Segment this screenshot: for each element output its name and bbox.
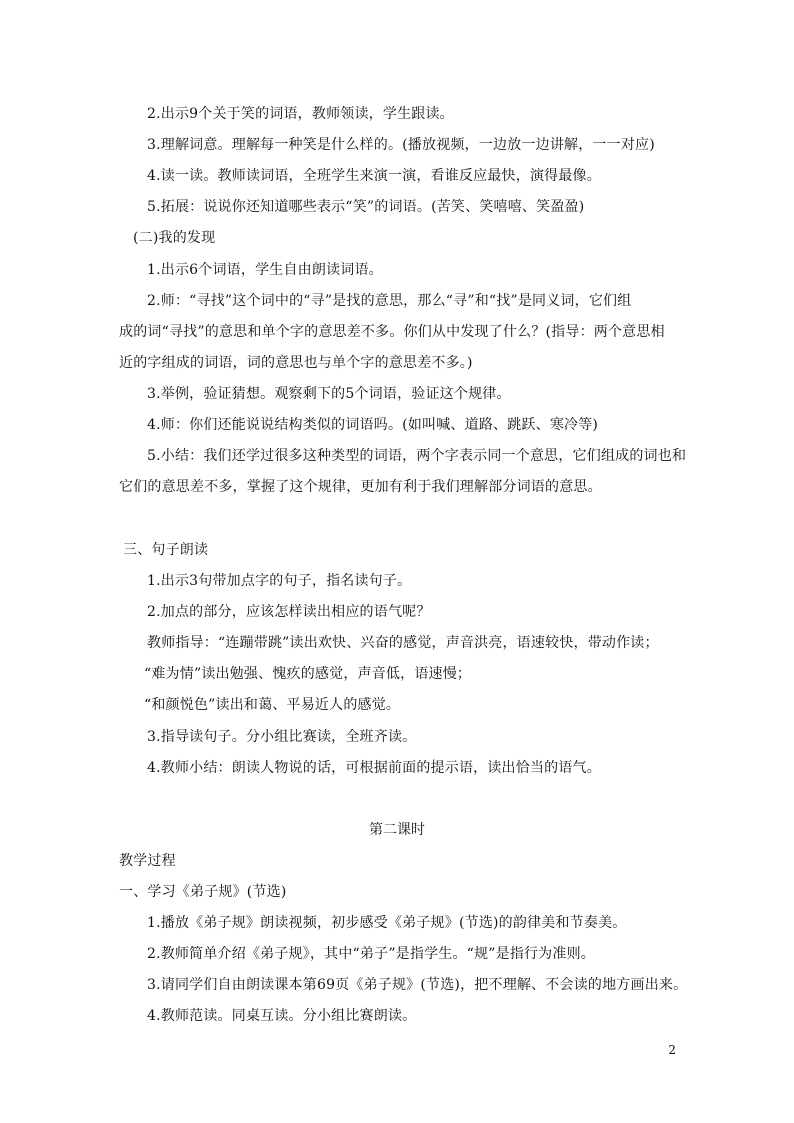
paragraph-line: 2.出示9个关于笑的词语，教师领读，学生跟读。 [147,106,454,122]
section-heading: 教学过程 [119,853,176,869]
paragraph-line: 3.理解词意。理解每一种笑是什么样的。(播放视频，一边放一边讲解，一一对应) [147,137,655,153]
paragraph-line: 它们的意思差不多，掌握了这个规律，更加有利于我们理解部分词语的意思。 [119,479,602,495]
paragraph-line: 1.出示6个词语，学生自由朗读词语。 [147,262,383,278]
paragraph-line: 4.读一读。教师读词语，全班学生来演一演，看谁反应最快，演得最像。 [147,168,601,184]
paragraph-line: 1.出示3句带加点字的句子，指名读句子。 [147,573,412,589]
paragraph-line: “难为情”读出勉强、愧疚的感觉，声音低，语速慢； [144,666,472,682]
section-heading: 一、学习《弟子规》(节选) [119,884,287,900]
paragraph-line: 2.师：“寻找”这个词中的“寻”是找的意思，那么“寻”和“找”是同义词，它们组 [147,293,632,309]
section-heading: 三、句子朗读 [123,542,209,558]
paragraph-line: 教师指导：“连蹦带跳”读出欢快、兴奋的感觉，声音洪亮，语速较快，带动作读； [147,635,659,651]
paragraph-line: 5.拓展：说说你还知道哪些表示“笑”的词语。(苦笑、笑嘻嘻、笑盈盈) [147,199,585,215]
paragraph-line: 成的词“寻找”的意思和单个字的意思差不多。你们从中发现了什么？(指导：两个意思相 [119,324,665,340]
paragraph-line: “和颜悦色”读出和蔼、平易近人的感觉。 [144,697,401,713]
paragraph-line: 1.播放《弟子规》朗读视频，初步感受《弟子规》(节选)的韵律美和节奏美。 [147,915,627,931]
paragraph-line: 3.请同学们自由朗读课本第69页《弟子规》(节选)，把不理解、不会读的地方画出来。 [147,977,688,993]
section-subheading: (二)我的发现 [133,230,216,246]
paragraph-line: 2.教师简单介绍《弟子规》，其中“弟子”是指学生。“规”是指行为准则。 [147,946,595,962]
paragraph-line: 4.师：你们还能说说结构类似的词语吗。(如叫喊、道路、跳跃、寒冷等) [147,417,599,433]
paragraph-line: 4.教师范读。同桌互读。分小组比赛朗读。 [147,1008,417,1024]
lesson-heading: 第二课时 [369,822,425,838]
paragraph-line: 近的字组成的词语，词的意思也与单个字的意思差不多。) [119,355,473,371]
paragraph-line: 4.教师小结：朗读人物说的话，可根据前面的提示语，读出恰当的语气。 [147,760,601,776]
paragraph-line: 3.指导读句子。分小组比赛读，全班齐读。 [147,729,417,745]
paragraph-line: 5.小结：我们还学过很多这种类型的词语，两个字表示同一个意思，它们组成的词也和 [147,448,687,464]
page-number: 2 [668,1043,676,1057]
paragraph-line: 2.加点的部分，应该怎样读出相应的语气呢？ [147,604,431,620]
paragraph-line: 3.举例，验证猜想。观察剩下的5个词语，验证这个规律。 [147,386,511,402]
